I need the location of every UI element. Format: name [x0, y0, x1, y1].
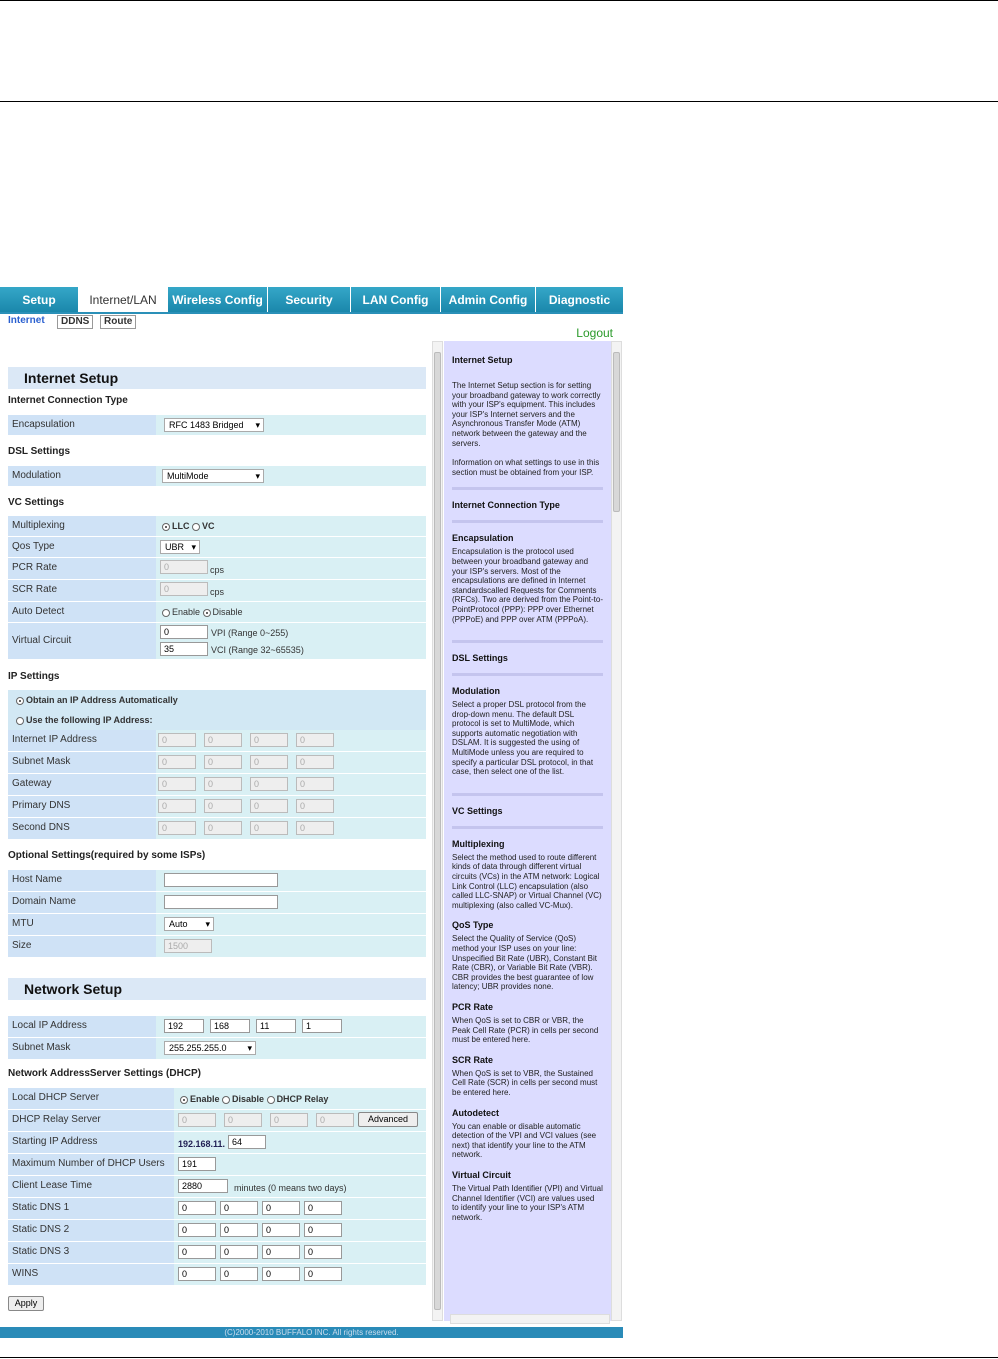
subtab-ddns[interactable]: DDNS — [57, 315, 93, 329]
help-horizontal-scrollbar[interactable] — [450, 1314, 610, 1324]
static-octet-input[interactable]: 0 — [178, 1223, 216, 1237]
pcr-input[interactable]: 0 — [160, 560, 208, 574]
static-octet-input[interactable]: 0 — [178, 1245, 216, 1259]
relay-server-row — [8, 1110, 426, 1131]
vci-input[interactable]: 35 — [160, 642, 208, 656]
domain-input[interactable] — [164, 895, 278, 909]
dhcp-enable-label: Enable — [190, 1094, 220, 1104]
tab-diagnostic[interactable]: Diagnostic — [536, 287, 623, 312]
help-encap-title: Encapsulation — [452, 533, 514, 544]
help-qos-text: Select the Quality of Service (QoS) method your ISP uses on your line: Unspecified Bit Rate (UBR), Constant Bit Rate (CBR), or Variable Bit Rate (VBR). CBR provides the best guarantee of low latency; UBR provides none. — [452, 934, 597, 992]
help-pcr-text: When QoS is set to CBR or VBR, the Peak Cell Rate (PCR) in cells per second must be entered here. — [452, 1015, 599, 1045]
internet-setup-heading: Internet Setup — [8, 367, 426, 389]
tab-internet-lan[interactable]: Internet/LAN — [79, 287, 168, 312]
help-scrollbar[interactable] — [611, 341, 622, 1321]
auto-detect-disable-radio[interactable] — [203, 609, 211, 617]
dhcp-relay-label: DHCP Relay — [276, 1094, 329, 1104]
ip-octet-input[interactable]: 0 — [158, 821, 196, 835]
sub-nav — [0, 312, 623, 340]
relay-server-label: DHCP Relay Server — [8, 1110, 174, 1131]
router-config-window — [0, 287, 623, 1338]
scr-input[interactable]: 0 — [160, 582, 208, 596]
encapsulation-label: Encapsulation — [8, 415, 156, 435]
ip-octet-input[interactable]: 0 — [296, 733, 334, 747]
host-label: Host Name — [8, 870, 156, 891]
page-top-rule — [0, 0, 998, 1]
dhcp-disable-radio[interactable] — [222, 1096, 230, 1104]
dhcp-heading: Network AddressServer Settings (DHCP) — [8, 1068, 202, 1079]
ip-row-label: Gateway — [8, 774, 156, 795]
ip-octet-input[interactable]: 0 — [204, 755, 242, 769]
start-ip-input[interactable]: 64 — [228, 1135, 266, 1149]
ip-octet-input[interactable]: 0 — [296, 755, 334, 769]
lan-subnet-select[interactable]: 255.255.255.0 ▾ — [164, 1041, 256, 1055]
static-octet-input[interactable]: 0 — [262, 1267, 300, 1281]
obtain-auto-label: Obtain an IP Address Automatically — [26, 695, 178, 705]
start-ip-prefix: 192.168.11. — [178, 1139, 226, 1149]
local-ip-octet-3[interactable]: 11 — [256, 1019, 296, 1033]
vc-radio[interactable] — [192, 523, 200, 531]
static-octet-input[interactable]: 0 — [262, 1245, 300, 1259]
ip-octet-input[interactable]: 0 — [204, 821, 242, 835]
relay-octet-2[interactable]: 0 — [224, 1113, 262, 1127]
ip-settings-heading: IP Settings — [8, 671, 60, 682]
static-octet-input[interactable]: 0 — [262, 1201, 300, 1215]
static-octet-input[interactable]: 0 — [178, 1267, 216, 1281]
help-conn-type-title: Internet Connection Type — [452, 500, 560, 511]
llc-radio[interactable] — [162, 523, 170, 531]
form-scrollbar[interactable] — [432, 341, 443, 1321]
ip-octet-input[interactable]: 0 — [158, 733, 196, 747]
static-octet-input[interactable]: 0 — [220, 1201, 258, 1215]
use-following-radio[interactable] — [16, 717, 24, 725]
static-octet-input[interactable]: 0 — [220, 1223, 258, 1237]
domain-row — [8, 892, 426, 913]
help-auto-title: Autodetect — [452, 1107, 499, 1118]
start-ip-label: Starting IP Address — [8, 1132, 174, 1153]
scr-row — [8, 580, 426, 601]
ip-octet-input[interactable]: 0 — [250, 733, 288, 747]
encapsulation-row — [8, 415, 426, 435]
vc-option-label: VC — [202, 521, 215, 531]
modulation-label: Modulation — [8, 466, 156, 486]
ip-octet-input[interactable]: 0 — [204, 733, 242, 747]
help-qos-title: QoS Type — [452, 920, 494, 931]
ip-row — [8, 730, 426, 751]
advanced-button[interactable]: Advanced — [358, 1112, 418, 1127]
help-mod-text: Select a proper DSL protocol from the drop-down menu. The default DSL protocol is set to MultiMode, which supports automatic negotiation with DSLAM. It is suggested the using of MultiMode unless you are required to specify a particular DSL protocol, in that case, then select one of the list. — [452, 700, 594, 777]
static-octet-input[interactable]: 0 — [178, 1201, 216, 1215]
relay-octet-3[interactable]: 0 — [270, 1113, 308, 1127]
static-row-label: WINS — [8, 1264, 174, 1285]
static-dns-row — [8, 1198, 426, 1219]
ip-octet-input[interactable]: 0 — [296, 799, 334, 813]
max-users-label: Maximum Number of DHCP Users — [8, 1154, 174, 1175]
vci-hint: VCI (Range 32~65535) — [211, 645, 304, 655]
auto-disable-label: Disable — [212, 607, 243, 617]
host-input[interactable] — [164, 873, 278, 887]
help-internet-setup-title: Internet Setup — [452, 355, 513, 365]
help-internet-setup-text-2: Information on what settings to use in this section must be obtained from your ISP. — [452, 458, 600, 477]
ip-octet-input[interactable]: 0 — [296, 821, 334, 835]
help-mod-title: Modulation — [452, 686, 500, 697]
tab-wireless-config[interactable]: Wireless Config — [168, 287, 268, 312]
vpi-input[interactable]: 0 — [160, 625, 208, 639]
lease-label: Client Lease Time — [8, 1176, 174, 1197]
auto-detect-label: Auto Detect — [8, 602, 156, 622]
help-scr-text: When QoS is set to VBR, the Sustained Cell Rate (SCR) in cells per second must be entered here. — [452, 1068, 598, 1097]
ip-row-label: Second DNS — [8, 818, 156, 839]
dhcp-disable-label: Disable — [232, 1094, 265, 1104]
ip-octet-input[interactable]: 0 — [158, 777, 196, 791]
ip-row-label: Subnet Mask — [8, 752, 156, 773]
ip-row — [8, 774, 426, 795]
static-row-label: Static DNS 3 — [8, 1242, 174, 1263]
mtu-select[interactable]: Auto ▾ — [164, 917, 214, 931]
local-ip-octet-2[interactable]: 168 — [210, 1019, 250, 1033]
lease-row — [8, 1176, 426, 1197]
subtab-internet[interactable]: Internet — [5, 315, 48, 329]
start-ip-row — [8, 1132, 426, 1153]
encapsulation-select[interactable]: RFC 1483 Bridged ▾ — [164, 418, 264, 432]
tab-security[interactable]: Security — [268, 287, 351, 312]
main-nav — [0, 287, 623, 312]
help-encap-text: Encapsulation is the protocol used between your broadband gateway and your ISP's servers. Most of the encapsulations are defined in Internet standardscalled Requests for Comments (RFCs). Two are derived from the Point-to-PointProtocol (PPP): PPP over Ethernet (PPPoE) and PPP over ATM (PPPoA). — [452, 547, 604, 624]
use-following-row — [8, 710, 426, 730]
lan-subnet-label: Subnet Mask — [8, 1038, 156, 1059]
conn-type-heading: Internet Connection Type — [8, 395, 128, 406]
dhcp-enable-radio[interactable] — [180, 1096, 188, 1104]
static-row-label: Static DNS 1 — [8, 1198, 174, 1219]
qos-label: Qos Type — [8, 537, 156, 557]
help-mux-text: Select the method used to route different kinds of data through different virtual circuits (VCs) in the ATM network: Logical Link Control (LLC) encapsulation (also called LLC-SNAP) or Virtual Channel (VC) multiplexing (also called VC-Mux). — [452, 852, 602, 910]
help-dsl-title: DSL Settings — [452, 653, 508, 664]
static-octet-input[interactable]: 0 — [304, 1267, 342, 1281]
ip-row-label: Primary DNS — [8, 796, 156, 817]
copyright-footer: (C)2000-2010 BUFFALO INC. All rights reserved. — [0, 1327, 623, 1338]
multiplexing-row — [8, 516, 426, 536]
relay-octet-4[interactable]: 0 — [316, 1113, 354, 1127]
static-dns-row — [8, 1220, 426, 1241]
tab-admin-config[interactable]: Admin Config — [441, 287, 536, 312]
apply-button[interactable]: Apply — [8, 1296, 44, 1311]
mtu-label: MTU — [8, 914, 156, 935]
size-label: Size — [8, 936, 156, 957]
logout-link[interactable]: Logout — [576, 326, 613, 340]
help-vcirc-title: Virtual Circuit — [452, 1169, 511, 1180]
pcr-row — [8, 558, 426, 579]
ip-octet-input[interactable]: 0 — [296, 777, 334, 791]
modulation-select[interactable]: MultiMode ▾ — [162, 469, 264, 483]
local-ip-label: Local IP Address — [8, 1016, 156, 1037]
static-octet-input[interactable]: 0 — [220, 1245, 258, 1259]
ip-octet-input[interactable]: 0 — [250, 777, 288, 791]
dhcp-relay-radio[interactable] — [267, 1096, 275, 1104]
ip-row — [8, 796, 426, 817]
vc-heading: VC Settings — [8, 497, 65, 508]
help-mux-title: Multiplexing — [452, 838, 505, 849]
help-panel — [444, 341, 611, 1321]
qos-row — [8, 537, 426, 557]
static-dns-row — [8, 1264, 426, 1285]
page-bottom-rule — [0, 1357, 998, 1358]
static-row-label: Static DNS 2 — [8, 1220, 174, 1241]
local-ip-row — [8, 1016, 426, 1037]
domain-label: Domain Name — [8, 892, 156, 913]
obtain-auto-radio[interactable] — [16, 697, 24, 705]
ip-row-label: Internet IP Address — [8, 730, 156, 751]
lease-hint: minutes (0 means two days) — [234, 1183, 347, 1193]
llc-label: LLC — [172, 521, 190, 531]
auto-detect-enable-radio[interactable] — [162, 609, 170, 617]
obtain-auto-row — [8, 690, 426, 710]
auto-enable-label: Enable — [172, 607, 201, 617]
lan-subnet-row — [8, 1038, 426, 1059]
virtual-circuit-row — [8, 623, 426, 659]
pcr-label: PCR Rate — [8, 558, 156, 579]
local-ip-octet-1[interactable]: 192 — [164, 1019, 204, 1033]
max-users-input[interactable]: 191 — [178, 1157, 216, 1171]
size-row — [8, 936, 426, 957]
ip-row — [8, 818, 426, 839]
help-pcr-title: PCR Rate — [452, 1001, 494, 1012]
ip-octet-input[interactable]: 0 — [204, 777, 242, 791]
ip-octet-input[interactable]: 0 — [250, 755, 288, 769]
network-setup-heading: Network Setup — [8, 978, 426, 1000]
local-dhcp-label: Local DHCP Server — [8, 1088, 174, 1109]
static-octet-input[interactable]: 0 — [304, 1223, 342, 1237]
help-scr-title: SCR Rate — [452, 1054, 494, 1065]
host-row — [8, 870, 426, 891]
auto-detect-row — [8, 602, 426, 622]
optional-heading: Optional Settings(required by some ISPs) — [8, 850, 206, 861]
pcr-unit: cps — [210, 565, 225, 575]
scr-label: SCR Rate — [8, 580, 156, 601]
modulation-row — [8, 466, 426, 486]
static-octet-input[interactable]: 0 — [304, 1245, 342, 1259]
max-users-row — [8, 1154, 426, 1175]
local-dhcp-row — [8, 1088, 426, 1109]
local-ip-octet-4[interactable]: 1 — [302, 1019, 342, 1033]
help-internet-setup-text: The Internet Setup section is for setting your broadband gateway to work correctly with your ISP's equipment. This includes your ISP's Internet servers and the Asynchronous Transfer Mode (ATM) network between the gateway and the servers. — [452, 381, 601, 448]
use-following-label: Use the following IP Address: — [26, 715, 153, 725]
multiplexing-label: Multiplexing — [8, 516, 156, 536]
vpi-hint: VPI (Range 0~255) — [211, 628, 289, 638]
size-input[interactable]: 1500 — [164, 939, 212, 953]
help-vc-title: VC Settings — [452, 805, 503, 816]
help-auto-text: You can enable or disable automatic detection of the VPI and VCI values (see next) that identify your line to the ATM network. — [452, 1121, 597, 1160]
ip-octet-input[interactable]: 0 — [158, 755, 196, 769]
header-rule — [0, 101, 998, 102]
static-dns-row — [8, 1242, 426, 1263]
virtual-circuit-label: Virtual Circuit — [8, 623, 156, 659]
qos-select[interactable]: UBR ▾ — [160, 540, 200, 554]
ip-octet-input[interactable]: 0 — [250, 799, 288, 813]
ip-octet-input[interactable]: 0 — [250, 821, 288, 835]
static-octet-input[interactable]: 0 — [304, 1201, 342, 1215]
help-vcirc-text: The Virtual Path Identifier (VPI) and Virtual Channel Identifier (VCI) are values used to identify your line to your ISP's ATM network. — [452, 1183, 603, 1222]
ip-octet-input[interactable]: 0 — [158, 799, 196, 813]
scr-unit: cps — [210, 587, 225, 597]
lease-input[interactable]: 2880 — [178, 1179, 228, 1193]
static-octet-input[interactable]: 0 — [220, 1267, 258, 1281]
tab-setup[interactable]: Setup — [0, 287, 79, 312]
dsl-heading: DSL Settings — [8, 446, 71, 457]
subtab-route[interactable]: Route — [100, 315, 136, 329]
ip-octet-input[interactable]: 0 — [204, 799, 242, 813]
mtu-row — [8, 914, 426, 935]
ip-row — [8, 752, 426, 773]
relay-octet-1[interactable]: 0 — [178, 1113, 216, 1127]
tab-lan-config[interactable]: LAN Config — [351, 287, 441, 312]
static-octet-input[interactable]: 0 — [262, 1223, 300, 1237]
